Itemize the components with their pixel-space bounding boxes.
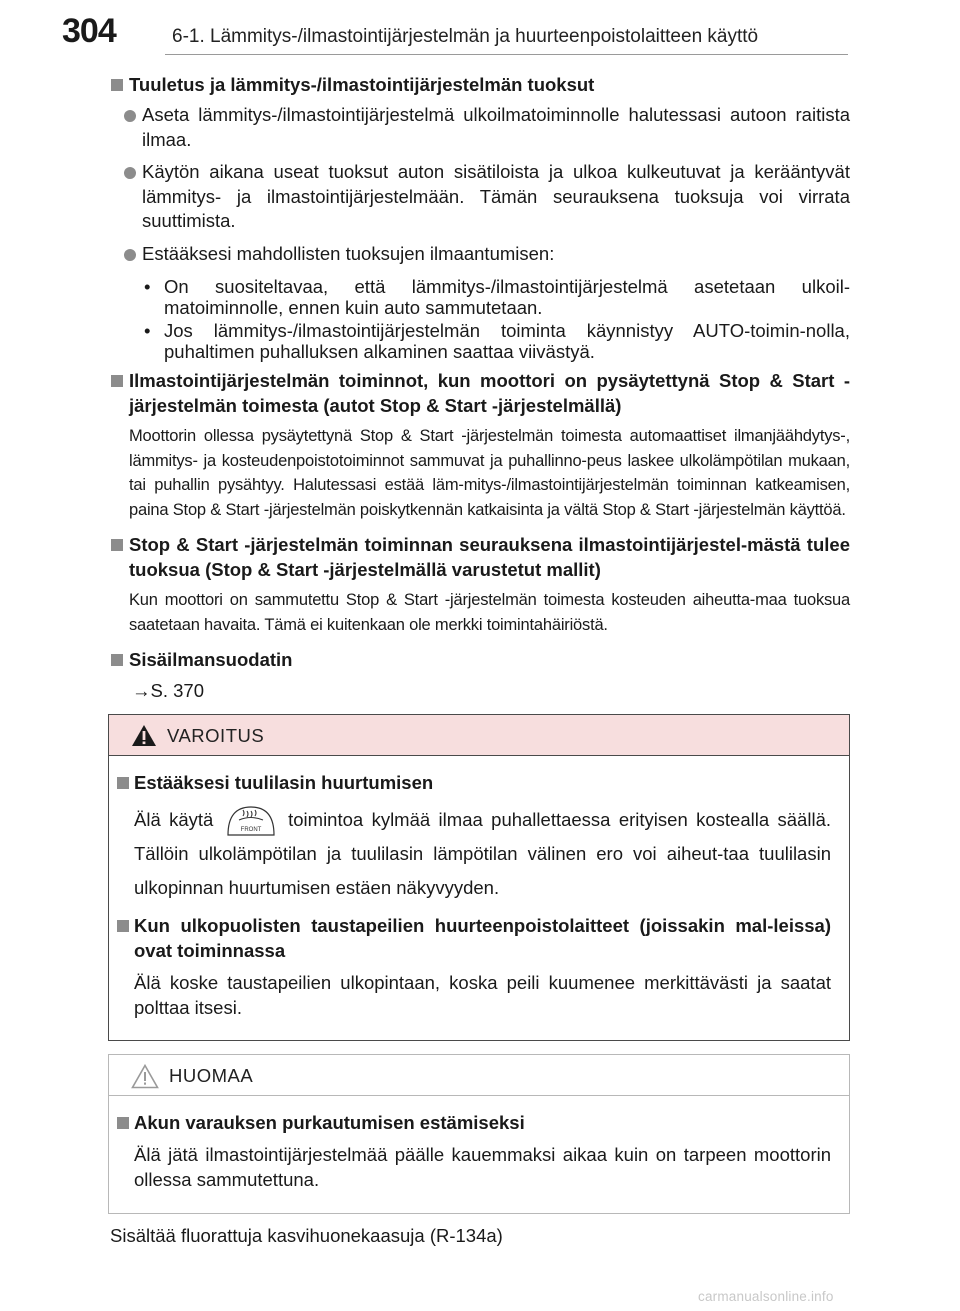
header-divider [165,54,848,55]
list-item: Käytön aikana useat tuoksut auton sisätiloista ja ulkoa kulkeutuvat ja kerääntyvät lämmitys- ja ilmastointijärjestelmään. Tämän seurauksena tuoksuja voi virrata suuttimista. [110,160,850,234]
warning-item-title: Kun ulkopuolisten taustapeilien huurteenpoistolaitteet (joissakin mal-leissa) ovat toiminnassa [117,913,831,963]
warning-header [109,715,849,756]
warning-item-text: Älä koske taustapeilien ulkopintaan, koska peili kuumenee merkittävästi ja saatat polttaa itsesi. [134,972,831,1018]
sub-list-item: • Jos lämmitys-/ilmastointijärjestelmän toiminta käynnistyy AUTO-toimin-nolla, puhaltimen puhalluksen alkaminen saattaa viivästyä. [144,320,850,362]
round-bullet-icon [124,110,136,122]
page-number: 304 [62,12,116,50]
notice-item-title: Akun varauksen purkautumisen estämiseksi [117,1110,831,1135]
notice-box [108,1054,850,1214]
section-title: Sisäilmansuodatin [110,647,850,672]
front-defroster-icon [225,805,277,837]
square-bullet-icon [117,920,129,932]
notice-item-text: Älä jätä ilmastointijärjestelmää päälle kauemmaksi aikaa kuin on tarpeen moottorin ollessa sammutettuna. [134,1144,831,1190]
watermark: carmanualsonline.info [698,1289,834,1304]
section-title: Tuuletus ja lämmitys-/ilmastointijärjestelmän tuoksut [110,72,850,97]
square-bullet-icon [111,375,123,387]
section-title: Ilmastointijärjestelmän toiminnot, kun moottori on pysäytettynä Stop & Start -järjestelmän toimesta (autot Stop & Start -järjestelmällä) [110,368,850,418]
footer-note: Sisältää fluorattuja kasvihuonekaasuja (R-134a) [110,1225,503,1246]
notice-label: HUOMAA [169,1065,254,1086]
small-bullet-icon: • [144,276,151,297]
main-content [110,72,850,716]
small-bullet-icon: • [144,320,151,341]
section-text: Moottorin ollessa pysäytettynä Stop & Start -järjestelmän toimesta automaattiset ilmanjäähdytys-, lämmitys- ja kosteudenpoistotoiminnot sammuvat ja puhallinno-peus laskee ulkolämpötilan mukaan, tai puhallin pysähtyy. Halutessasi estää läm-mitys-/ilmastointijärjestelmän toiminnan katkeamisen, paina Stop & Start -järjestelmän poiskytkennän katkaisinta ja vältä Stop & Start -järjestelmän käyttöä. [129,427,850,519]
page-reference[interactable]: →S. 370 [132,680,204,701]
warning-item-title: Estääksesi tuulilasin huurtumisen [117,770,831,795]
warning-label: VAROITUS [167,725,265,746]
section-title: Stop & Start -järjestelmän toiminnan seurauksena ilmastointijärjestel-mästä tulee tuoksua (Stop & Start -järjestelmällä varustetut mallit) [110,532,850,582]
warning-triangle-icon [131,724,157,747]
round-bullet-icon [124,167,136,179]
list-item: Aseta lämmitys-/ilmastointijärjestelmä ulkoilmatoiminnolle halutessasi autoon raitista ilmaa. [110,103,850,152]
svg-text:FRONT: FRONT [240,827,262,834]
chapter-title: 6-1. Lämmitys-/ilmastointijärjestelmän ja huurteenpoistolaitteen käyttö [172,26,759,47]
square-bullet-icon [117,1117,129,1129]
notice-triangle-icon [131,1064,159,1089]
section-text: Kun moottori on sammutettu Stop & Start -järjestelmän toimesta kosteuden aiheutta-maa tuoksua saatetaan havaita. Tämä ei kuitenkaan ole merkki toimintahäiriöstä. [129,591,850,634]
list-item: Estääksesi mahdollisten tuoksujen ilmaantumisen: [110,242,850,267]
sub-list-item: • On suositeltavaa, että lämmitys-/ilmastointijärjestelmä asetetaan ulkoil-matoiminnolle, ennen kuin auto sammutetaan. [144,276,850,318]
warning-item-text: Älä käytä FRONT toimintoa kylmää ilmaa puhallettaessa erityisen kostealla säällä. Tällöin ulkolämpötilan ja tuulilasin lämpötilan välinen ero voi aiheut-taa tuulilasin ulkopinnan huurtumisen estäen näkyvyyden. [117,803,831,905]
warning-box [108,714,850,1041]
square-bullet-icon [111,79,123,91]
notice-header [109,1055,849,1096]
square-bullet-icon [111,539,123,551]
square-bullet-icon [117,777,129,789]
square-bullet-icon [111,654,123,666]
round-bullet-icon [124,249,136,261]
page-header [0,0,960,56]
